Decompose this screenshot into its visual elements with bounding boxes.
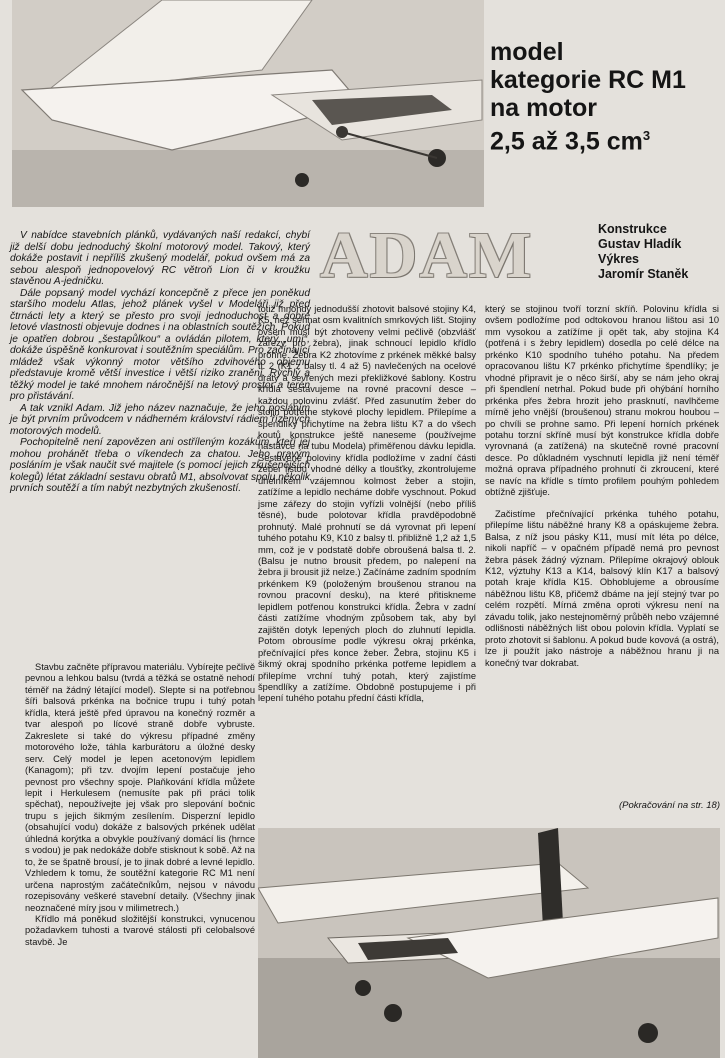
model-name-heading: ADAM [320, 219, 534, 292]
title-line-4: 2,5 až 3,5 $cm^3$ [490, 127, 651, 156]
body-column-2 [258, 304, 476, 705]
body-paragraph: který se stojinou tvoří torzní skříň. Polovinu křídla si ovšem podložíme pod odtokovou hranou lištou asi 10 mm vysokou a zatížíme ji opět tak, aby stojina K4 (potřená i s žebry lepidlem) dosedla po celé délce na prkénko K10 spodního tuhého potahu. Na předem opracovanou lištu K7 prkénko přichytíme špendlíky; je vhodné připravit je o něco širší, aby se nám jeho okraj při špendlení netrhal. Pokud bude při ohýbání horního prkénka přes žebra hrozit jeho prasknutí, navlhčeme mírně jeho vnější (broušenou) stranu mokrou houbou – po chvíli se prohne samo. Při lepení horních prkének potahu torzní skříně musí být konstrukce křídla dobře vyrovnaná (a zatížená) na skutečně rovné pracovní desce. Po důkladném vyschnutí lepidla již není téměř možná oprava případného prohnutí či zkroucení, které se navíc na křídle s tímto profilem pouhým pohledem obtížně zjišťuje. [485, 304, 719, 498]
continued-note: (Pokračování na str. 18) [618, 800, 720, 811]
body-column-3 [485, 304, 719, 669]
body-paragraph: Stavbu začněte přípravou materiálu. Vybírejte pečlivě pevnou a lehkou balsu (tvrdá a těžká se ostatně nehodí téměř na žádný létající model). Slepte si na potřebnou šíři balsová prkénka na bočnice trupu i tuhý potah křídla, která ještě před úpravou na konečný rozměr a tvar alespoň po lícové straně dobře vybruste. Zakreslete si také do výkresu případné změny motorového lože, táhla karburátoru a úložné desky serv. Celý model je lepen acetonovým lepidlem (Kanagom); při tzv. dvojím lepení postačuje jeho pevnost pro všechny spoje. Plaňkování křídla můžete lepit i Herkulesem (nemusíte pak při práci tolik spěchat), nepoužívejte jej však pro slepování bočnic trupu s jejich šikmým zesílením. Disperzní lepidlo (obsahující vodu) dokáže z balsových prkének udělat úhledná korýtka a obvykle používaný domácí lis (hrnce s vodou) je pak nedokáže dobře stisknout k sobě. Až na to, že se špatně brousí, je to jinak dobré a levné lepidlo. Vzhledem k tomu, že soutěžní kategorie RC M1 není určena naprostým začátečníkům, nejsou v návodu rozepisovány veškeré stavební detaily. (Všechny jinak neoznačené míry jsou v milimetrech.) [25, 662, 255, 913]
body-paragraph: Křídlo má poněkud složitější konstrukci, vynucenou požadavkem tuhosti a tvarové stálosti při celobalsové stavbě. Je [25, 913, 255, 947]
cubic-superscript: 3 [642, 128, 651, 143]
credits [598, 222, 722, 282]
body-paragraph: Začistíme přečnívající prkénka tuhého potahu, přilepíme lištu náběžné hrany K8 a opáskujeme žebra. Balsa, z níž jsou pásky K11, musí mít léta po délce, nikoli napříč – v opačném případě nemá pro pevnost žebra pásek žádný význam. Přilepíme okrajový oblouk K12, výztuhy K13 a K14, balsový klín K17 a balsový potah kraje křídla K15. Obhoblujeme a obrousíme náběžnou lištu K8, přičemž dbáme na její stejný tvar po celém rozpětí. Mírná změna oproti výkresu není na závadu tolik, jako nestejnoměrný průběh nebo vzájemné odlišnosti náběžných lišt obou polovin křídla. Vyplatí se proto zhotovit si šablonu. A pokud bude kovová (a ostrá), lze ji použít jako nástroje a náběžnou hranu ji na konečný tvar dokrabat. [485, 508, 719, 668]
bottom-photo [258, 828, 720, 1058]
body-paragraph: totiž mnohdy jednodušší zhotovit balsové stojiny K4, K5, než sehnat osm kvalitních smrkových lišt. Stojiny ovšem musí být zhotoveny velmi pečlivě (obzvlášť zářezy pro žebra), jinak schnoucí lepidlo křídlo prohne. Žebra K2 zhotovíme z prkének měkké balsy tl. 2 (K1 z balsy tl. 4 až 5) navlečených na ocelové dráty a sevřených mezi překližkové šablony. Kostru křídla sestavujeme na rovné pracovní desce – každou polovinu zvlášť. Před zasunutím žeber do stojin potřeme stykové plochy lepidlem. Přilepíme a špendlíky přichytíme na žebra lištu K7 a do všech koutů konstrukce ještě naneseme (používejme nástavce na tubu Modela) přiměřenou dávku lepidla. Sestavené poloviny křídla podložíme v zadní části žeber lištou vhodné délky a tloušťky, zkontrolujeme úhelníkem vzájemnou kolmost žeber a stojin, zatížíme a lepidlo necháme dobře vyschnout. Pokud jsme zářezy do stojin vyřízli volnější (nebo příliš těsné), bude polotovar křídla pravděpodobně prohnutý. Malé prohnutí se dá vyrovnat při lepení tuhého potahu K9, K10 z balsy tl. přibližně 1,2 až 1,5 mm, což je v podstatě dobře obroušená balsa tl. 2. (Balsu je nutno brousit předem, po nalepení na žebra ji brousit již nelze.) Začínáme zadním spodním prkénkem K9 (položeným broušenou stranou na rovnou pracovní desku), na které přitiskneme lepidlem potřenou konstrukci křídla. Žebra v zadní části zatížíme vhodným způsobem tak, aby byl zajištěn dotyk lepených ploch do zluhnutí lepidla. Potom obrousíme podle výkresu okraj prkénka, přečnívající přes konce žeber. Žebra, stojinu K5 i šikmý okraj spodního prkénka potřeme lepidlem a přilepíme vrchní tuhý potah, který zajistíme špendlíky a zatížíme. Obdobně postupujeme i při lepení tuhého potahu přední části křídla, [258, 304, 476, 704]
title-line-2: kategorie RC M1 [490, 66, 686, 94]
intro-paragraph: Dále popsaný model vychází koncepčně z přece jen poněkud staršího modelu Atlas, jehož plánek vyšel v Modeláři již před čtrnácti lety a který se přesto pro svoji jednoduchost a dobré letové vlastnosti objevuje dodnes i na oblastních soutěžích. Pokud je opatřen dobrou „šestapůlkou“ a ovládán pilotem, který „umí“, dokáže úspěšně konkurovat i soutěžním speciálům. Pro začínající mládež však výkonný motor většího zdvihového objemu představuje kromě větší investice i větší riziko zranění. Rychlý a těžký model je také mnohem náročnější na letový prostor a terén pro přistávání. [10, 287, 310, 402]
credit-role-drawing: Výkres [598, 252, 640, 266]
intro-paragraph: V nabídce stavebních plánků, vydávaných naší redakcí, chybí již delší dobu jednoduchý školní motorový model. Takový, který dokáže postavit i nepříliš zkušený modelář, pokud ovšem má za sebou alespoň jednopovelový RC větroň Lion či v kroužku stavěnou A-jedničku. [10, 230, 310, 287]
credit-name-drawer: Jaromír Staněk [598, 267, 689, 281]
airplane-photo-top [12, 0, 484, 207]
credit-role-construction: Konstrukce [598, 222, 667, 236]
article-title [490, 38, 720, 155]
intro-paragraph: Pochopitelně není zapovězen ani ostříleným kozákům, kteří jej mohou prohánět třeba o víkendech za chatou. Jeho pravým posláním je však naučit své majitele (s pomocí jejich zkušenějších kolegů) létat základní sestavu obratů M1, absolvovat spolu několik prvních soutěží a tím nabýt nezbytných zkušeností. [10, 437, 310, 494]
title-line-3: na motor [490, 94, 597, 122]
title-line-1: model [490, 38, 564, 66]
credit-name-constructor: Gustav Hladík [598, 237, 682, 251]
body-column-1 [25, 662, 255, 948]
intro-paragraph: A tak vznikl Adam. Již jeho název naznačuje, že jeho posláním je být prvním průvodcem v nádherném království rádiem řízených motorových modelů. [10, 402, 310, 437]
top-photo [12, 0, 484, 207]
airplane-photo-bottom [258, 828, 720, 1058]
